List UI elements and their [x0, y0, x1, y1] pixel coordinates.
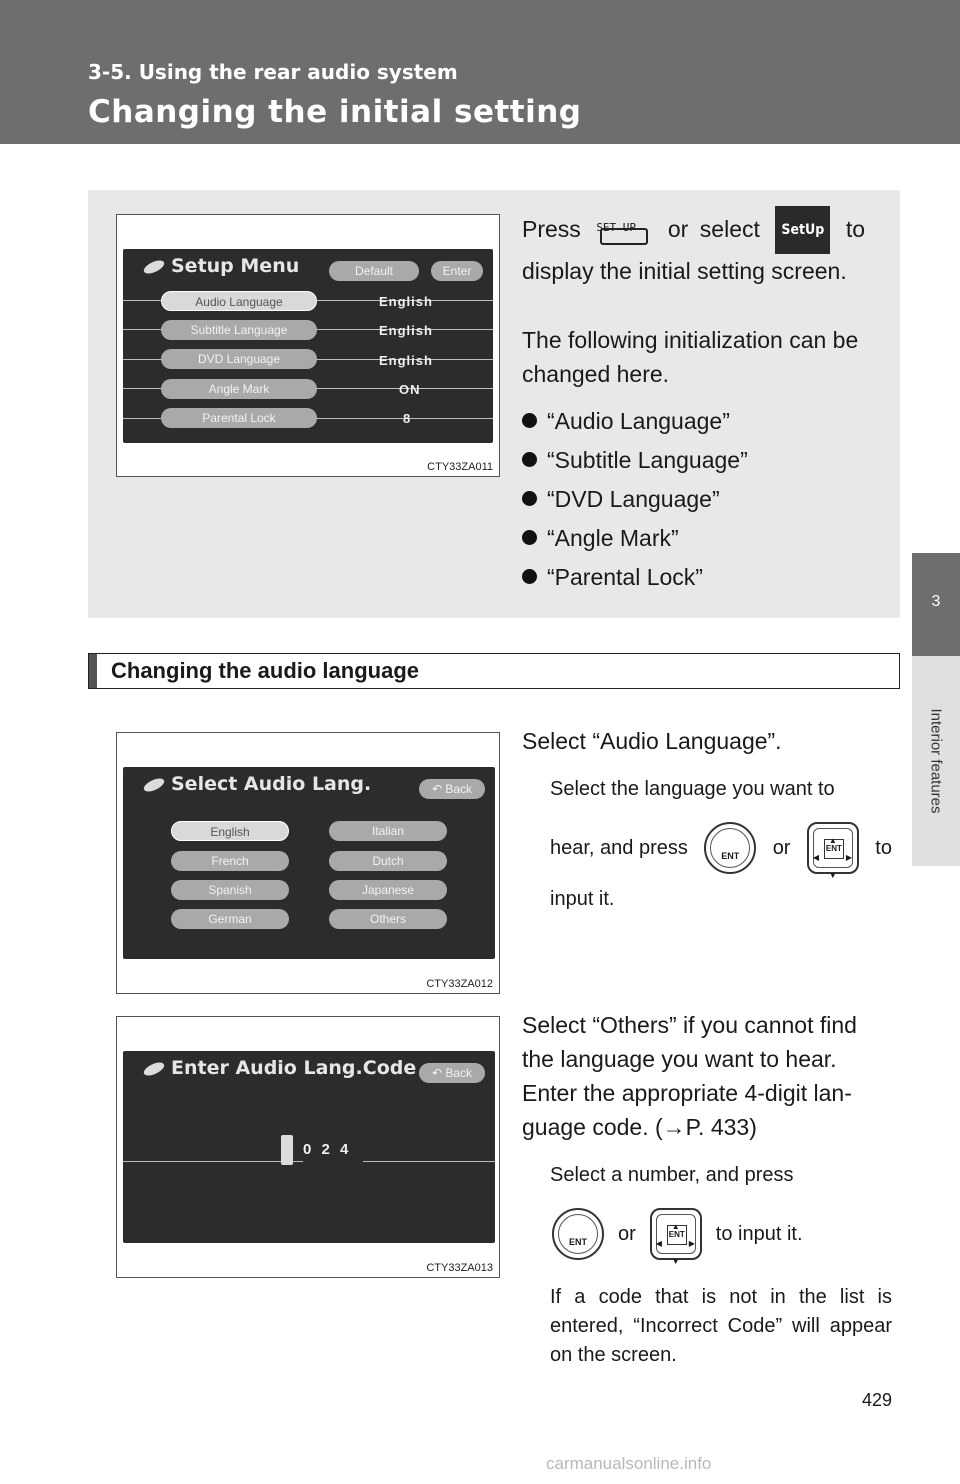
page-title: Changing the initial setting — [88, 94, 582, 130]
ent-knob-icon: ENT — [552, 1208, 604, 1260]
dvd-language-value: English — [379, 353, 433, 368]
setup-screen-button-icon: SetUp — [775, 206, 830, 254]
audio-instruction-a: Select the language you want to — [550, 778, 835, 800]
default-button[interactable]: Default — [329, 261, 419, 281]
audio-language-button[interactable]: Audio Language — [161, 291, 317, 311]
others-step-line1: Select “Others” if you cannot find — [522, 1012, 857, 1038]
page-number: 429 — [862, 1390, 893, 1410]
setup-intro: Press SET UP or select SetUp to display the initial setting screen. — [522, 206, 865, 288]
setup-hard-button-icon: SET UP — [596, 211, 652, 247]
chapter-tab-label — [912, 656, 960, 866]
subtitle-language-button[interactable]: Subtitle Language — [161, 320, 317, 340]
others-instruction-b: ENT or ENT ▲ ▼ ◀ ▶ to input it. — [552, 1208, 803, 1260]
parental-lock-button[interactable]: Parental Lock — [161, 408, 317, 428]
digit-selector-icon[interactable] — [281, 1135, 293, 1165]
figure-code: CTY33ZA012 — [426, 978, 493, 990]
page-header — [0, 0, 960, 144]
select-audio-lang-title: Select Audio Lang. — [143, 773, 371, 795]
ent-pad-icon: ENT ▲ ▼ ◀ ▶ — [807, 822, 859, 874]
ent-knob-icon: ENT — [704, 822, 756, 874]
enter-button[interactable]: Enter — [431, 261, 483, 281]
others-step-line2: the language you want to hear. — [522, 1046, 837, 1072]
bullet-subtitle-language: “Subtitle Language” — [522, 447, 748, 474]
watermark: carmanualsonline.info — [546, 1454, 712, 1473]
subsection-title: Changing the audio language — [111, 658, 419, 683]
subsection-header — [88, 653, 900, 689]
section-label: 3-5. Using the rear audio system — [88, 60, 458, 84]
chapter-tab — [912, 553, 960, 656]
parental-lock-value: 8 — [403, 411, 412, 426]
dvd-language-button[interactable]: DVD Language — [161, 349, 317, 369]
disc-icon — [142, 257, 166, 275]
audio-step: Select “Audio Language”. — [522, 728, 782, 754]
angle-mark-button[interactable]: Angle Mark — [161, 379, 317, 399]
angle-mark-value: ON — [399, 382, 421, 397]
others-note: If a code that is not in the list is entered, “Incorrect Code” will appear on the screen. — [550, 1286, 892, 1366]
bullet-parental-lock: “Parental Lock” — [522, 564, 703, 591]
setup-menu-figure — [116, 214, 500, 477]
language-spanish[interactable]: Spanish — [171, 880, 289, 900]
setup-menu-screen — [123, 249, 493, 443]
figure-code: CTY33ZA013 — [426, 1262, 493, 1274]
others-step-line4: guage code. (→P. 433) — [522, 1114, 757, 1140]
disc-icon — [142, 775, 166, 793]
language-dutch[interactable]: Dutch — [329, 851, 447, 871]
entered-digits: 0 2 4 — [303, 1141, 352, 1158]
others-step-line3: Enter the appropriate 4-digit lan- — [522, 1080, 852, 1106]
language-others[interactable]: Others — [329, 909, 447, 929]
enter-lang-code-figure — [116, 1016, 500, 1278]
language-french[interactable]: French — [171, 851, 289, 871]
audio-instruction-b: hear, and press ENT or ENT ▲ ▼ ◀ ▶ to — [550, 822, 892, 874]
language-japanese[interactable]: Japanese — [329, 880, 447, 900]
enter-lang-code-title: Enter Audio Lang.Code — [143, 1057, 416, 1079]
enter-lang-code-screen — [123, 1051, 495, 1243]
select-audio-lang-screen — [123, 767, 495, 959]
language-english[interactable]: English — [171, 821, 289, 841]
chapter-label: Interior features — [927, 708, 945, 814]
language-german[interactable]: German — [171, 909, 289, 929]
bullet-dvd-language: “DVD Language” — [522, 486, 720, 513]
chapter-number: 3 — [931, 593, 941, 610]
audio-instruction-c: input it. — [550, 888, 615, 910]
back-button[interactable]: ↶ Back — [419, 1063, 485, 1083]
figure-code: CTY33ZA011 — [427, 461, 493, 473]
back-button[interactable]: ↶ Back — [419, 779, 485, 799]
disc-icon — [142, 1059, 166, 1077]
ent-pad-icon: ENT ▲ ▼ ◀ ▶ — [650, 1208, 702, 1260]
select-audio-lang-figure — [116, 732, 500, 994]
setup-following: The following initialization can be changed here. — [522, 327, 859, 387]
audio-language-value: English — [379, 294, 433, 309]
language-italian[interactable]: Italian — [329, 821, 447, 841]
subtitle-language-value: English — [379, 323, 433, 338]
setup-menu-title: Setup Menu — [143, 255, 299, 277]
others-instruction-a: Select a number, and press — [550, 1164, 794, 1186]
bullet-audio-language: “Audio Language” — [522, 408, 730, 435]
bullet-angle-mark: “Angle Mark” — [522, 525, 679, 552]
